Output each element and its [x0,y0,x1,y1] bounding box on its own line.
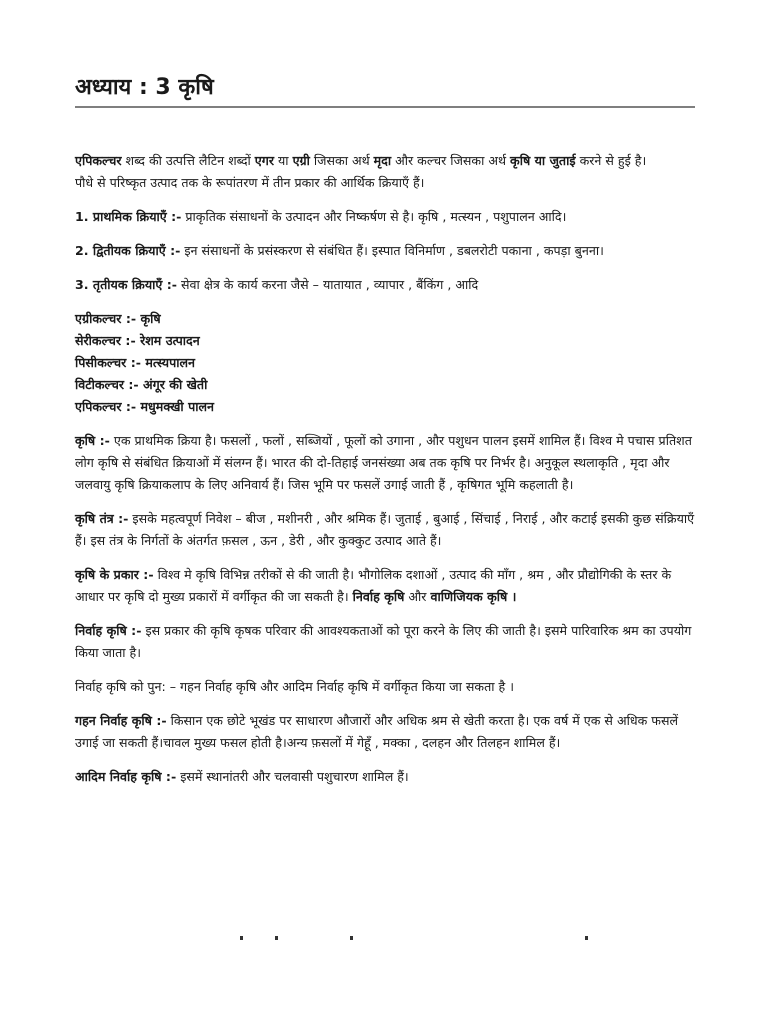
term-mrida: मृदा [373,153,392,168]
intro-text-5: करने से हुई है। [575,153,647,168]
definition-text: एपिकल्चर :- मधुमक्खी पालन [75,399,215,414]
definition-text: विटीकल्चर :- अंगूर की खेती [75,377,208,392]
definition-text: पिसीकल्चर :- मत्स्यपालन [75,355,196,370]
gahan-paragraph [75,710,695,754]
definitions-list [75,308,695,418]
intro-text-2: या [274,153,293,168]
term-agri: एग्री [292,153,310,168]
gahan-text: किसान एक छोटे भूखंड पर साधारण औजारों और अधिक श्रम से खेती करता है। एक वर्ष में एक से अधिक फसलें उगाई जा सकती हैं।चावल मुख्य फसल होती है।अन्य फ़सलों में गेहूँ , मक्का , दलहन और तिलहन शामिल हैं। [75,713,679,750]
intro-text-4: और कल्चर जिसका अर्थ [391,153,511,168]
krishi-label: कृषि :- [75,433,110,448]
definition-item [75,374,695,396]
krishi-prakar-mid: और [404,589,431,604]
nirvah-label: निर्वाह कृषि :- [75,623,142,638]
term-krishi-jutai: कृषि या जुताई [510,153,576,168]
krishi-prakar-label: कृषि के प्रकार :- [75,567,154,582]
definition-item [75,308,695,330]
krishi-paragraph [75,430,695,496]
krishi-prakar-bold-1: निर्वाह कृषि [352,589,405,604]
krishi-prakar-paragraph [75,564,695,608]
definition-item [75,330,695,352]
intro-line-2: पौधे से परिष्कृत उत्पाद तक के रूपांतरण में तीन प्रकार की आर्थिक क्रियाएँ हैं। [75,175,425,190]
krishi-prakar-bold-2: वाणिजियक कृषि । [430,589,517,604]
activity-tertiary [75,274,695,296]
krishi-tantra-text: इसके महत्वपूर्ण निवेश – बीज , मशीनरी , और श्रमिक हैं। जुताई , बुआई , सिंचाई , निराई , और कटाई इसकी कुछ संक्रियाएँ हैं। इस तंत्र के निर्गतों के अंतर्गत फ़सल , ऊन , डेरी , और कुक्कुट उत्पाद आते हैं। [75,511,695,548]
aadim-text: इसमें स्थानांतरी और चलवासी पशुचारण शामिल हैं। [176,769,409,784]
cut-off-mark [275,936,278,940]
cut-off-next-line [75,930,695,944]
document-body [75,150,695,800]
activity-primary-label: 1. प्राथमिक क्रियाएँ :- [75,209,182,224]
definition-item [75,396,695,418]
aadim-label: आदिम निर्वाह कृषि :- [75,769,177,784]
activity-secondary-label: 2. द्वितीयक क्रियाएँ :- [75,243,181,258]
intro-paragraph [75,150,695,172]
intro-text-1: शब्द की उत्पत्ति लैटिन शब्दों [121,153,255,168]
krishi-prakar-text: विश्व मे कृषि विभिन्न तरीकों से की जाती है। भौगोलिक दशाओं , उत्पाद की माँग , श्रम , और प्रौद्योगिकी के स्तर के आधार पर कृषि दो मुख्य प्रकारों में वर्गीकृत की जा सकती है। [75,567,672,604]
nirvah-text: इस प्रकार की कृषि कृषक परिवार की आवश्यकताओं को पूरा करने के लिए की जाती है। इसमे पारिवारिक श्रम का उपयोग किया जाता है। [75,623,692,660]
activity-primary [75,206,695,228]
activity-secondary-text: इन संसाधनों के प्रसंस्करण से संबंधित हैं। इस्पात विनिर्माण , डबलरोटी पकाना , कपड़ा बुनना। [180,243,604,258]
intro-text-3: जिसका अर्थ [309,153,374,168]
cut-off-mark [585,936,588,940]
gahan-label: गहन निर्वाह कृषि :- [75,713,167,728]
chapter-title: अध्याय : 3 कृषि [75,75,214,100]
activity-tertiary-text: सेवा क्षेत्र के कार्य करना जैसे – यातायात , व्यापार , बैंकिंग , आदि [177,277,479,292]
title-divider [75,106,695,108]
term-apiculture: एपिकल्चर [75,153,122,168]
definition-item [75,352,695,374]
nirvah-classify-paragraph: निर्वाह कृषि को पुन: – गहन निर्वाह कृषि और आदिम निर्वाह कृषि में वर्गीकृत किया जा सकता है । [75,679,515,694]
definition-text: सेरीकल्चर :- रेशम उत्पादन [75,333,200,348]
term-ager: एगर [254,153,274,168]
krishi-tantra-label: कृषि तंत्र :- [75,511,129,526]
aadim-paragraph [75,766,695,788]
cut-off-mark [350,936,353,940]
definition-text: एग्रीकल्चर :- कृषि [75,311,161,326]
activity-tertiary-label: 3. तृतीयक क्रियाएँ :- [75,277,178,292]
cut-off-mark [240,936,243,940]
activity-secondary [75,240,695,262]
activity-primary-text: प्राकृतिक संसाधनों के उत्पादन और निष्कर्षण से है। कृषि , मत्स्यन , पशुपालन आदि। [181,209,567,224]
krishi-text: एक प्राथमिक क्रिया है। फसलों , फलों , सब्जियों , फूलों को उगाना , और पशुधन पालन इसमें शामिल हैं। विश्व मे पचास प्रतिशत लोग कृषि से संबंधित क्रियाओं में संलग्न हैं। भारत की दो-तिहाई जनसंख्या अब तक कृषि पर निर्भर है। अनुकूल स्थलाकृति , मृदा और जलवायु कृषि क्रियाकलाप के लिए अनिवार्य हैं। जिस भूमि पर फसलें उगाई जाती हैं , कृषिगत भूमि कहलाती है। [75,433,692,492]
nirvah-paragraph [75,620,695,664]
krishi-tantra-paragraph [75,508,695,552]
